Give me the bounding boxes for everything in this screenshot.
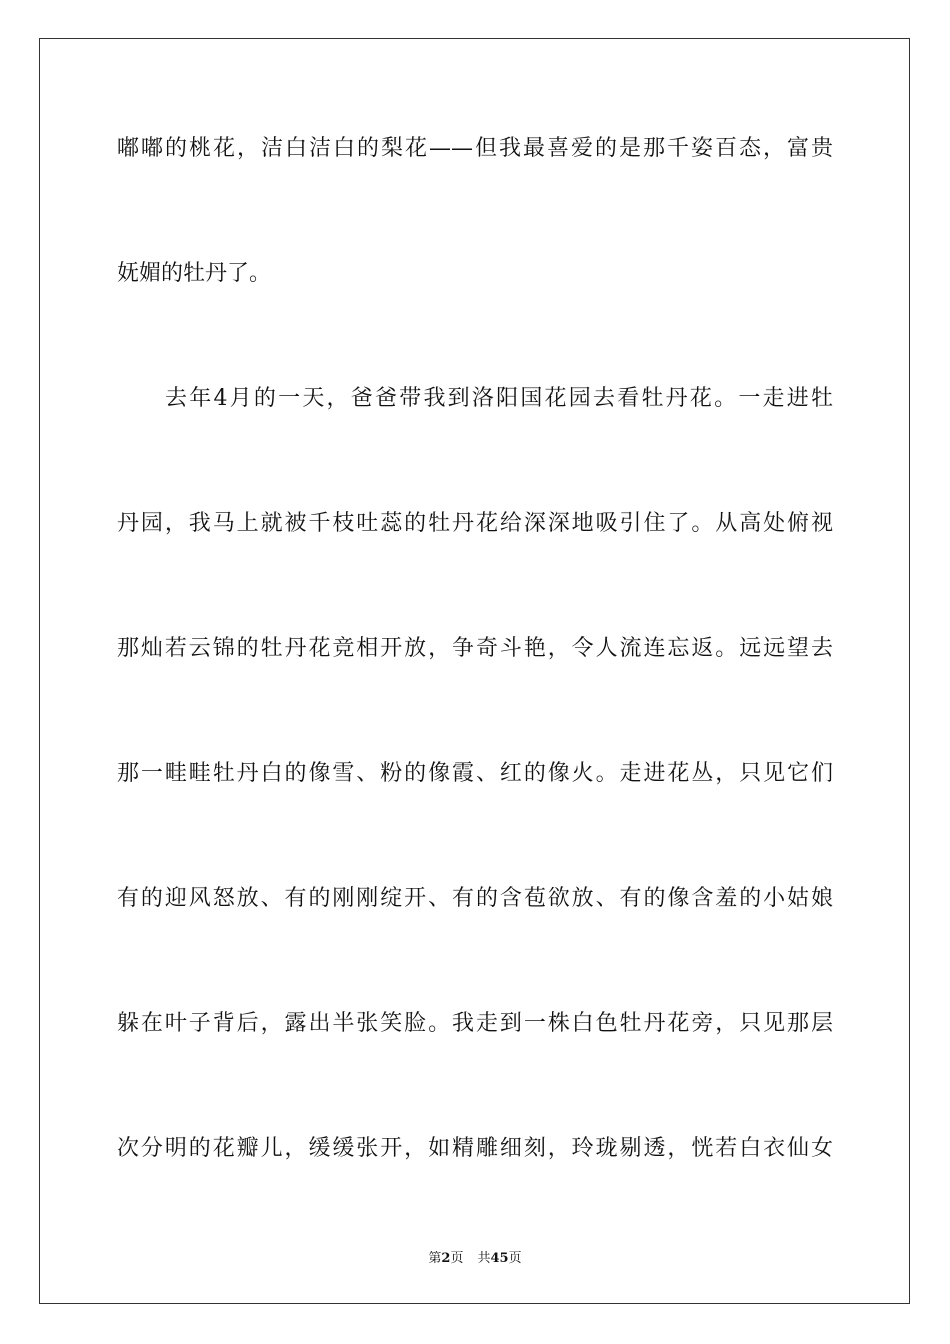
page-prefix: 第 — [428, 1251, 442, 1266]
text-line-5: 那灿若云锦的牡丹花竞相开放，争奇斗艳，令人流连忘返。远远望去 — [117, 636, 833, 661]
text-line-4: 丹园，我马上就被千枝吐蕊的牡丹花给深深地吸引住了。从高处俯视 — [117, 511, 833, 536]
total-prefix: 共 — [477, 1251, 491, 1266]
text-line-7: 有的迎风怒放、有的刚刚绽开、有的含苞欲放、有的像含羞的小姑娘 — [117, 886, 833, 911]
total-page-count: 45 — [490, 1251, 509, 1266]
text-line-8: 躲在叶子背后，露出半张笑脸。我走到一株白色牡丹花旁，只见那层 — [117, 1011, 833, 1036]
page-border — [39, 38, 910, 1304]
text-line-6: 那一畦畦牡丹白的像雪、粉的像霞、红的像火。走进花丛，只见它们 — [117, 761, 833, 786]
text-line-3: 去年4月的一天，爸爸带我到洛阳国花园去看牡丹花。一走进牡 — [165, 386, 833, 411]
total-unit: 页 — [508, 1251, 522, 1266]
text-line-9: 次分明的花瓣儿，缓缓张开，如精雕细刻，玲珑剔透，恍若白衣仙女 — [117, 1136, 833, 1161]
current-page-number: 2 — [441, 1251, 451, 1266]
page-unit: 页 — [450, 1251, 464, 1266]
text-line-1: 嘟嘟的桃花，洁白洁白的梨花——但我最喜爱的是那千姿百态，富贵 — [117, 136, 833, 161]
page-footer — [0, 1247, 950, 1266]
text-line-2: 妩媚的牡丹了。 — [117, 261, 272, 286]
